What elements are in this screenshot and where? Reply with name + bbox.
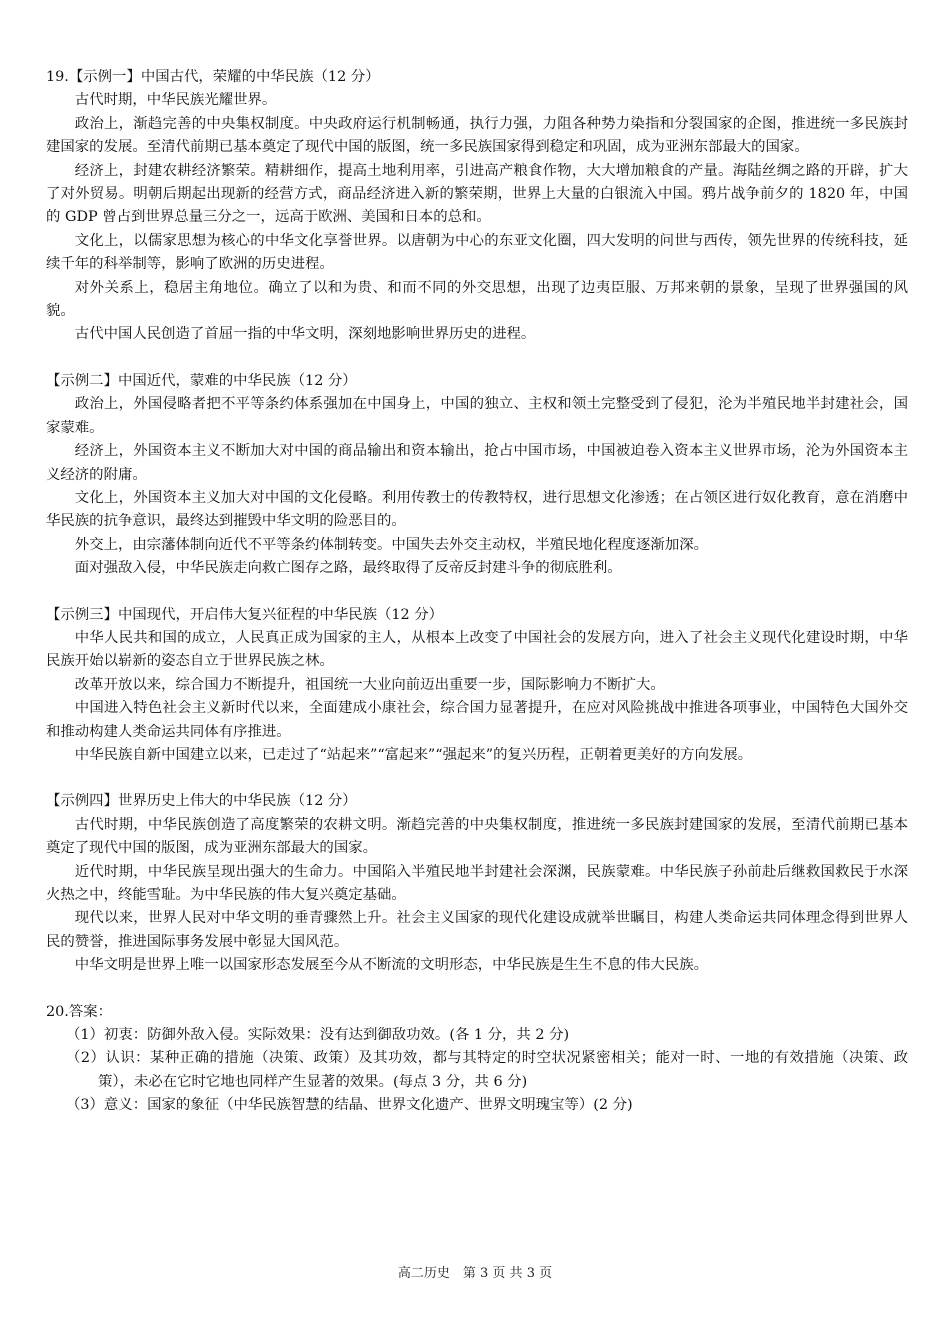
example-3-title: 【示例三】中国现代，开启伟大复兴征程的中华民族（12 分） [46, 606, 444, 623]
paragraph: 现代以来，世界人民对中华文明的垂青骤然上升。社会主义国家的现代化建设成就举世瞩目，构建人类命运共同体理念得到世界人民的赞誉，推进国际事务发展中彰显大国风范。 [46, 910, 908, 950]
paragraph: 文化上，外国资本主义加大对中国的文化侵略。利用传教士的传教特权，进行思想文化渗透；在占领区进行奴化教育，意在消磨中华民族的抗争意识，最终达到摧毁中华文明的险恶目的。 [46, 489, 908, 530]
paragraph: 外交上，由宗藩体制向近代不平等条约体制转变。中国失去外交主动权，半殖民地化程度逐渐加深。 [74, 536, 708, 553]
answer-item: （3）意义：国家的象征（中华民族智慧的结晶、世界文化遗产、世界文明瑰宝等）(2 分) [66, 1097, 633, 1114]
paragraph: 经济上，封建农耕经济繁荣。精耕细作，提高土地利用率，引进高产粮食作物，大大增加粮食的产量。海陆丝绸之路的开辟，扩大了对外贸易。明朝后期起出现新的经营方式，商品经济进入新的繁荣期，世界上大量的白银流入中国。鸦片战争前夕的 1820 年，中国的 GDP 曾占到世界总量三分之一，远高于欧洲、美国和日本的总和。 [46, 162, 908, 226]
paragraph: 古代时期，中华民族创造了高度繁荣的农耕文明。渐趋完善的中央集权制度，推进统一多民族封建国家的发展，至清代前期已基本奠定了现代中国的版图，成为亚洲东部最大的国家。 [46, 816, 908, 857]
answer-content [46, 66, 908, 1118]
paragraph: 中华民族自新中国建立以来，已走过了“站起来”“富起来”“强起来”的复兴历程，正朝着更美好的方向发展。 [74, 746, 753, 763]
q19-example-1 [46, 66, 908, 347]
example-1-title: 19.【示例一】中国古代，荣耀的中华民族（12 分） [46, 69, 380, 85]
paragraph: 政治上，渐趋完善的中央集权制度。中央政府运行机制畅通，执行力强，力阻各种势力染指和分裂国家的企图，推进统一多民族封建国家的发展。至清代前期已基本奠定了现代中国的版图，统一多民族国家得到稳定和巩固，成为亚洲东部最大的国家。 [46, 115, 908, 156]
q19-example-3 [46, 604, 908, 768]
paragraph: 中华人民共和国的成立，人民真正成为国家的主人，从根本上改变了中国社会的发展方向，进入了社会主义现代化建设时期，中华民族开始以崭新的姿态自立于世界民族之林。 [46, 629, 908, 670]
page-footer: 高二历史 第 3 页 共 3 页 [397, 1266, 553, 1281]
spacer [46, 767, 908, 790]
paragraph: 对外关系上，稳居主角地位。确立了以和为贵、和而不同的外交思想，出现了边夷臣服、万邦来朝的景象，呈现了世界强国的风貌。 [46, 279, 908, 320]
paragraph: 古代中国人民创造了首屈一指的中华文明，深刻地影响世界历史的进程。 [74, 326, 536, 343]
q20-title: 20.答案： [46, 1003, 113, 1020]
paragraph: 古代时期，中华民族光耀世界。 [74, 92, 277, 109]
paragraph: 近代时期，中华民族呈现出强大的生命力。中国陷入半殖民地半封建社会深渊，民族蒙难。中华民族子孙前赴后继救国救民于水深火热之中，终能雪耻。为中华民族的伟大复兴奠定基础。 [46, 863, 908, 903]
paragraph: 文化上，以儒家思想为核心的中华文化享誉世界。以唐朝为中心的东亚文化圈，四大发明的问世与西传，领先世界的传统科技，延续千年的科举制等，影响了欧洲的历史进程。 [46, 232, 908, 273]
paragraph: 面对强敌入侵，中华民族走向救亡图存之路，最终取得了反帝反封建斗争的彻底胜利。 [74, 560, 622, 577]
answer-item: （1）初衷：防御外敌入侵。实际效果：没有达到御敌功效。(各 1 分，共 2 分) [66, 1027, 570, 1044]
paragraph: 中华文明是世界上唯一以国家形态发展至今从不断流的文明形态，中华民族是生生不息的伟大民族。 [74, 957, 708, 974]
answer-item: （2）认识：某种正确的措施（决策、政策）及其功效，都与其特定的时空状况紧密相关；能对一时、一地的有效措施（决策、政策），未必在它时它地也同样产生显著的效果。(每点 3 分，共 6 分) [66, 1050, 908, 1090]
example-2-title: 【示例二】中国近代，蒙难的中华民族（12 分） [46, 372, 357, 389]
q19-example-4 [46, 790, 908, 977]
spacer [46, 978, 908, 1001]
paragraph: 改革开放以来，综合国力不断提升，祖国统一大业向前迈出重要一步，国际影响力不断扩大。 [74, 676, 665, 693]
q19-example-2 [46, 370, 908, 581]
paragraph: 经济上，外国资本主义不断加大对中国的商品输出和资本输出，抢占中国市场，中国被迫卷入资本主义世界市场，沦为外国资本主义经济的附庸。 [46, 443, 908, 483]
paragraph: 中国进入特色社会主义新时代以来，全面建成小康社会，综合国力显著提升，在应对风险挑战中推进各项事业，中国特色大国外交和推动构建人类命运共同体有序推进。 [46, 700, 908, 740]
spacer [46, 347, 908, 370]
q20-answers [46, 1001, 908, 1118]
example-4-title: 【示例四】世界历史上伟大的中华民族（12 分） [46, 793, 357, 810]
spacer [46, 581, 908, 604]
paragraph: 政治上，外国侵略者把不平等条约体系强加在中国身上，中国的独立、主权和领土完整受到了侵犯，沦为半殖民地半封建社会，国家蒙难。 [46, 396, 908, 436]
